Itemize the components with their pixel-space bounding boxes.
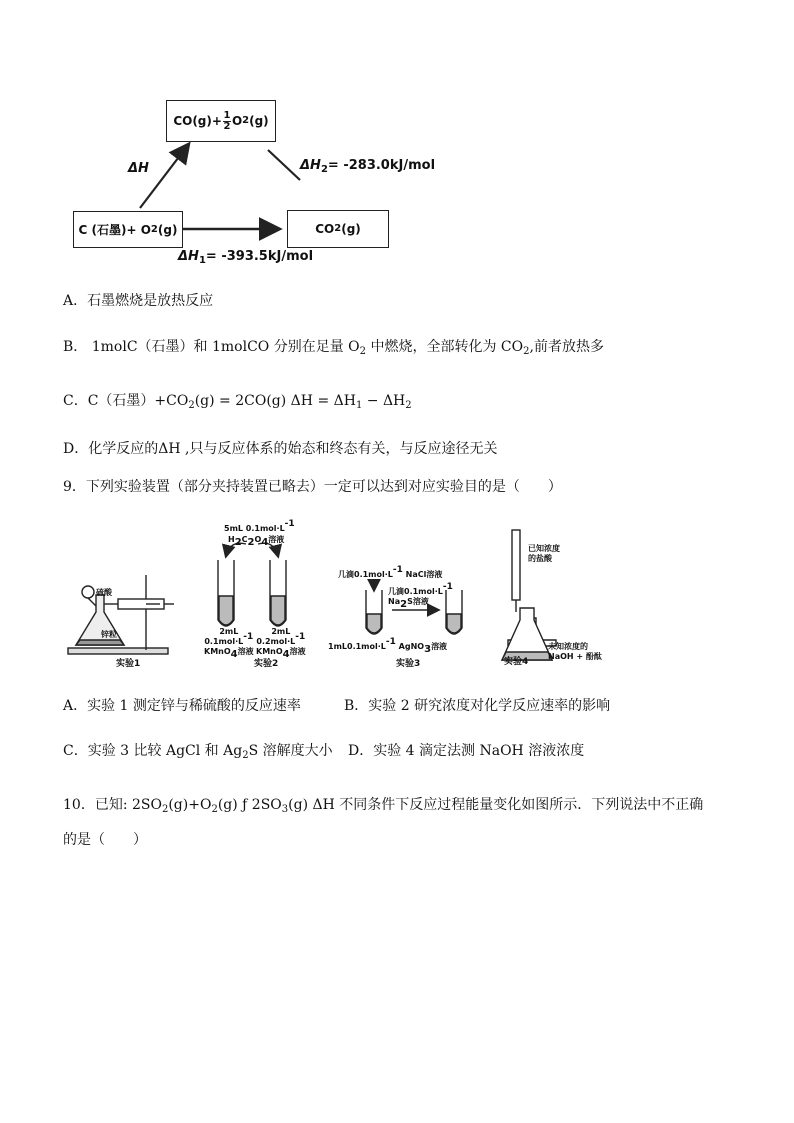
right-box-co2: CO 2 (g) <box>287 210 389 248</box>
exp1-acid-label: 硫酸 <box>96 588 112 597</box>
q10-stem-line2: 的是（ ） <box>63 832 147 848</box>
exp2-caption: 实验2 <box>254 659 279 669</box>
exp1-apparatus <box>68 575 174 654</box>
fraction-one-half: $\frac{1}{2}$ <box>223 109 231 132</box>
exp3-caption: 实验3 <box>396 659 421 669</box>
exp2-test-tubes <box>218 543 286 626</box>
exp3-nacl-label: 几滴$0.1mol\cdot L^{-1}$ NaCl溶液 <box>338 565 443 579</box>
q8-option-b: B． 1molC（石墨）和 1molCO 分别在足量 $O_2$ 中燃烧，全部转化为 $CO_2$,前者放热多 <box>63 339 604 357</box>
exp3-agno3-label: $1mL0.1mol\cdot L^{-1}$ AgNO$_3$溶液 <box>328 637 448 655</box>
delta-h1-label: $\Delta H_1= -393.5kJ/mol$ <box>178 249 314 266</box>
exp3-na2s-label: 几滴$0.1mol\cdot L^{-1}$ $Na_2S$溶液 <box>388 582 453 610</box>
delta-h-label: ΔH <box>128 161 149 176</box>
q9-option-c: C．实验 3 比较 AgCl 和 $Ag_2S$ 溶解度大小 <box>63 743 333 761</box>
top-box-co-half-o2: CO(g)+ $\frac{1}{2}$ O 2 (g) <box>166 100 276 142</box>
exp1-caption: 实验1 <box>116 659 141 669</box>
delta-h2-label: $\Delta H_2= -283.0kJ/mol$ <box>300 158 436 175</box>
exp2-left-tube-label: 2mL $0.1mol\cdot L^{-1}$ KMnO$_4$溶液 <box>204 627 254 660</box>
q10-stem: 10．已知: $2SO_2(g)+O_2(g)$ ƒ $2SO_3(g)$ ΔH 不同条件下反应过程能量变化如图所示．下列说法中不正确 <box>63 797 704 815</box>
exp1-zinc-label: 锌粒 <box>101 630 117 639</box>
q8-option-a: A．石墨燃烧是放热反应 <box>63 293 214 309</box>
exp2-oxalic-label: $H_2C_2O_4$溶液 <box>228 535 285 548</box>
exp4-caption: 实验4 <box>504 657 529 667</box>
left-box-graphite-o2: C (石墨)+ O 2 (g) <box>73 211 183 248</box>
q8-option-c: C．C（石墨）$+CO_2(g) = 2CO(g) \Delta H = \Delta H_1 - \Delta H_2$ <box>63 393 412 411</box>
exp2-right-tube-label: 2mL $0.2mol\cdot L^{-1}$ KMnO$_4$溶液 <box>256 627 306 660</box>
q8-option-d: D．化学反应的ΔH ,只与反应体系的始态和终态有关，与反应途径无关 <box>63 441 498 457</box>
q9-stem: 9．下列实验装置（部分夹持装置已略去）一定可以达到对应实验目的是（ ） <box>63 479 562 495</box>
exp2-top-label: 5mL $0.1mol\cdot L^{-1}$ <box>224 519 295 533</box>
exp4-acid-label: 已知浓度 的盐酸 <box>528 544 560 563</box>
q9-option-d: D．实验 4 滴定法测 NaOH 溶液浓度 <box>348 743 585 759</box>
q9-option-a: A．实验 1 测定锌与稀硫酸的反应速率 <box>63 698 301 714</box>
exp4-base-label: 未知浓度的 NaOH + 酚酞 <box>548 642 602 661</box>
q9-option-b: B．实验 2 研究浓度对化学反应速率的影响 <box>344 698 611 714</box>
